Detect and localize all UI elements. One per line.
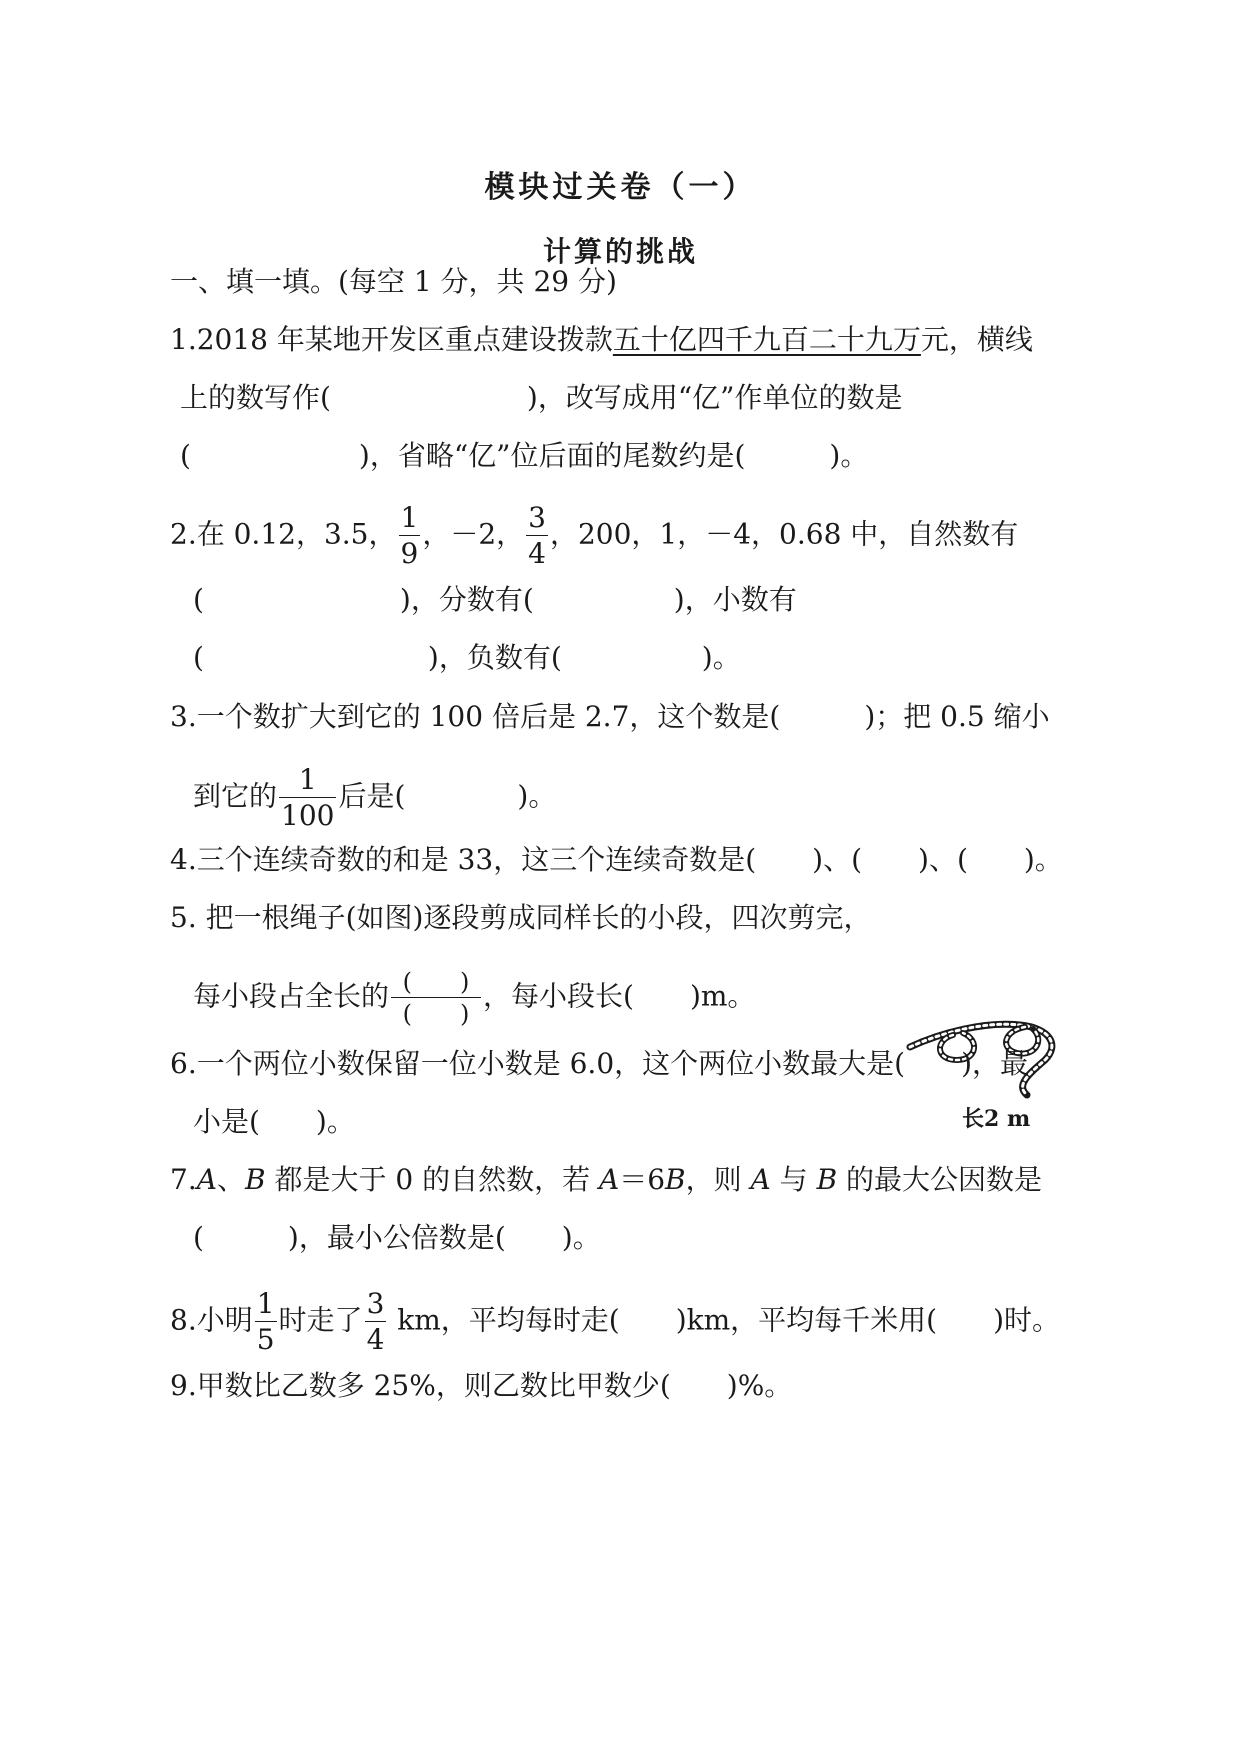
rope-caption: 长2 m <box>962 1106 1031 1132</box>
q1-suffix: 元，横线 <box>920 323 1033 356</box>
fraction-numerator: 1 <box>279 766 336 798</box>
fraction-denominator: 100 <box>281 799 335 832</box>
q7-line2: ( )，最小公倍数是( )。 <box>193 1221 601 1254</box>
fraction-denominator: 4 <box>528 537 546 570</box>
q8-line1 <box>170 1287 1061 1356</box>
q3-text-a: 到它的 <box>193 779 278 813</box>
q7-equation: ＝6 <box>619 1163 666 1196</box>
q2-line1 <box>170 501 1019 570</box>
q5-text-a: 每小段占全长的 <box>193 979 390 1013</box>
fraction-denominator-blank: ( ) <box>402 1000 470 1028</box>
q2-text-c: ，200，1，－4，0.68 中，自然数有 <box>549 517 1019 551</box>
var-b: B <box>244 1163 266 1196</box>
q5-blank-fraction <box>391 970 481 1026</box>
q8-text-a: 8.小明 <box>170 1303 253 1337</box>
q7-text: ，则 <box>685 1163 751 1196</box>
q5-text-b: ，每小段长( )m。 <box>483 979 756 1013</box>
q1-line2: 上的数写作( )，改写成用“亿”作单位的数是 <box>180 381 903 414</box>
fraction-numerator: 1 <box>400 501 419 534</box>
q3-fraction-1-100 <box>279 763 336 832</box>
q1-prefix: 1.2018 年某地开发区重点建设拨款 <box>170 323 613 356</box>
q1-line3: ( )，省略“亿”位后面的尾数约是( )。 <box>180 439 869 472</box>
fraction-denominator: 9 <box>400 537 419 570</box>
fraction-denominator: 4 <box>366 1323 385 1356</box>
q7-number: 7. <box>170 1163 197 1196</box>
fraction-denominator: 5 <box>256 1323 275 1356</box>
fraction-numerator: 3 <box>366 1287 385 1320</box>
fraction-numerator-blank: ( ) <box>391 970 481 998</box>
q2-text-a: 2.在 0.12，3.5， <box>170 517 397 551</box>
q3-line2 <box>193 763 557 832</box>
var-b: B <box>816 1163 838 1196</box>
q6-line1: 6.一个两位小数保留一位小数是 6.0，这个两位小数最大是( )，最 <box>170 1047 1028 1080</box>
q2-line2: ( )，分数有( )，小数有 <box>193 583 797 616</box>
q7-text: 与 <box>770 1163 817 1196</box>
q5-line1: 5. 把一根绳子(如图)逐段剪成同样长的小段，四次剪完， <box>170 901 872 934</box>
q9-line1: 9.甲数比乙数多 25%，则乙数比甲数少( )%。 <box>170 1369 793 1402</box>
q5-line2 <box>193 970 755 1026</box>
q4-line1: 4.三个连续奇数的和是 33，这三个连续奇数是( )、( )、( )。 <box>170 843 1063 876</box>
fraction-numerator: 1 <box>256 1287 275 1320</box>
var-b: B <box>665 1163 686 1196</box>
page-title: 模块过关卷（一） <box>484 170 757 205</box>
q8-fraction-3-4 <box>365 1287 387 1356</box>
q1-line1 <box>170 320 1033 360</box>
q2-fraction-1-9 <box>399 501 421 570</box>
var-a: A <box>750 1163 771 1196</box>
q7-sep: 、 <box>216 1163 245 1196</box>
q6-line2: 小是( )。 <box>193 1105 355 1138</box>
q2-fraction-3-4 <box>526 501 548 570</box>
q2-text-b: ，－2， <box>422 517 525 551</box>
q8-fraction-1-5 <box>255 1287 277 1356</box>
q2-line3: ( )，负数有( )。 <box>193 641 741 674</box>
q1-underlined-number: 五十亿四千九百二十九万 <box>612 323 921 356</box>
var-a: A <box>196 1163 217 1196</box>
q7-text: 都是大于 0 的自然数，若 <box>265 1163 599 1196</box>
section-heading: 一、填一填。(每空 1 分，共 29 分) <box>170 265 617 298</box>
fraction-numerator: 3 <box>528 501 546 534</box>
q7-text: 的最大公因数是 <box>837 1163 1043 1196</box>
var-a: A <box>598 1163 620 1196</box>
page-subtitle: 计算的挑战 <box>542 235 698 268</box>
q3-text-b: 后是( )。 <box>338 779 557 813</box>
q8-text-c: km，平均每时走( )km，平均每千米用( )时。 <box>388 1303 1061 1337</box>
q3-line1: 3.一个数扩大到它的 100 倍后是 2.7，这个数是( )；把 0.5 缩小 <box>170 700 1050 733</box>
q8-text-b: 时走了 <box>278 1303 363 1337</box>
q7-line1 <box>170 1160 1042 1200</box>
